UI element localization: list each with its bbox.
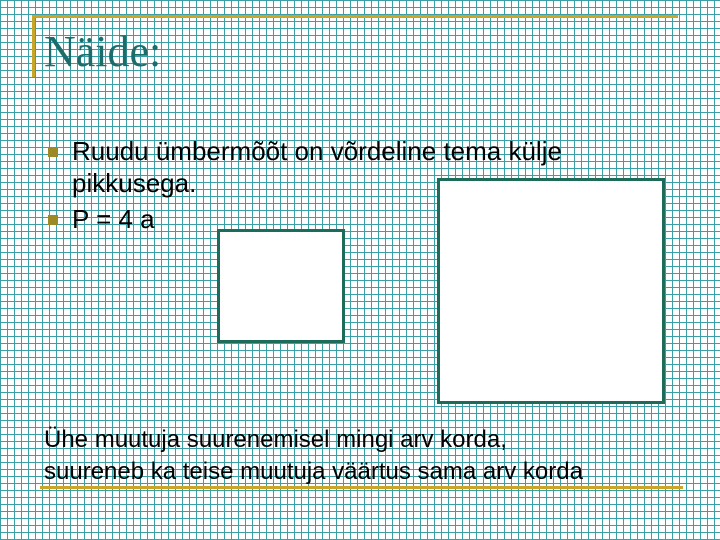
bullet-list	[48, 135, 688, 235]
bullet-text: Ruudu ümbermõõt on võrdeline tema külje pikkusega.	[72, 136, 562, 198]
caption-line: Ühe muutuja suurenemisel mingi arv korda,	[44, 426, 507, 453]
title-frame-left-line	[32, 15, 35, 77]
title-frame-top-line	[32, 15, 678, 18]
bullet-marker-icon	[48, 215, 58, 225]
slide-title: Näide:	[44, 27, 162, 76]
bullet-text: P = 4 a	[72, 204, 155, 234]
bullet-marker-icon	[48, 147, 58, 157]
caption	[44, 424, 684, 488]
small-square-figure	[217, 229, 345, 343]
bullet-item-proportional	[48, 135, 688, 199]
bullet-item-formula	[48, 203, 688, 235]
caption-line: suureneb ka teise muutuja väärtus sama arv korda	[44, 458, 583, 485]
caption-underline	[40, 486, 683, 489]
